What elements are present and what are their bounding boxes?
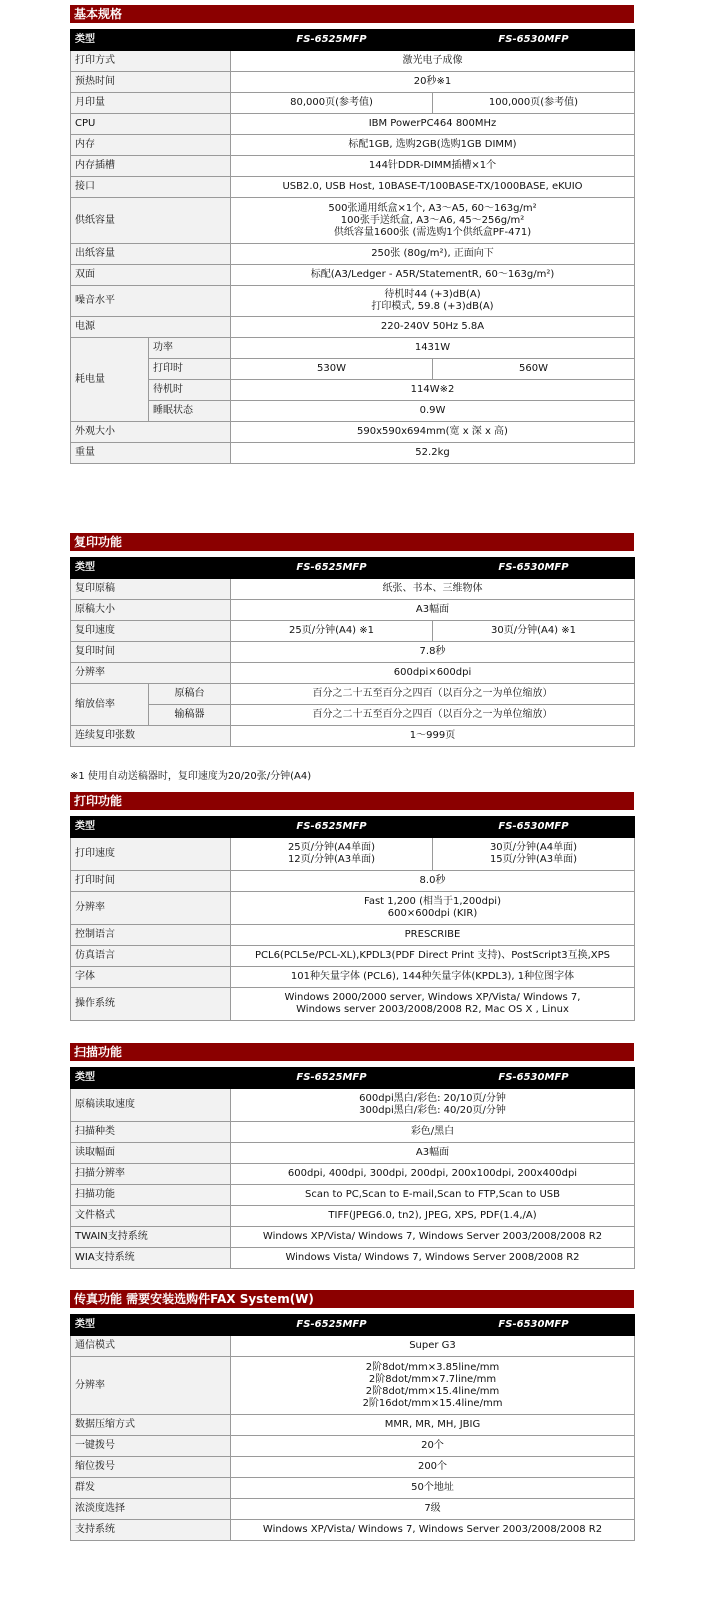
header-model-6530: FS-6530MFP xyxy=(433,1315,635,1336)
row-label: 噪音水平 xyxy=(71,286,231,317)
row-sublabel: 功率 xyxy=(149,338,231,359)
table-row xyxy=(71,338,635,359)
row-sublabel: 睡眠状态 xyxy=(149,401,231,422)
section-title-fax: 传真功能 需要安装选购件FAX System(W) xyxy=(70,1290,634,1308)
row-value-6525: 80,000页(参考值) xyxy=(231,93,433,114)
row-label: 扫描分辨率 xyxy=(71,1164,231,1185)
table-row xyxy=(71,1227,635,1248)
table-row xyxy=(71,705,635,726)
print-table xyxy=(70,816,635,1021)
row-sublabel: 打印时 xyxy=(149,359,231,380)
row-value: 590x590x694mm(宽 x 深 x 高) xyxy=(231,422,635,443)
row-value: PRESCRIBE xyxy=(231,925,635,946)
table-row xyxy=(71,600,635,621)
header-model-6525: FS-6525MFP xyxy=(231,30,433,51)
table-row xyxy=(71,1122,635,1143)
row-label: 月印量 xyxy=(71,93,231,114)
table-row xyxy=(71,380,635,401)
table-row xyxy=(71,93,635,114)
row-label: 群发 xyxy=(71,1478,231,1499)
table-row xyxy=(71,684,635,705)
header-model-6530: FS-6530MFP xyxy=(433,558,635,579)
row-value: Windows XP/Vista/ Windows 7, Windows Server 2003/2008/2008 R2 xyxy=(231,1227,635,1248)
table-row xyxy=(71,177,635,198)
table-row xyxy=(71,1436,635,1457)
table-header-row xyxy=(71,1315,635,1336)
table-header-row xyxy=(71,1068,635,1089)
row-label: 复印原稿 xyxy=(71,579,231,600)
fax-section xyxy=(70,1290,634,1541)
header-model-6530: FS-6530MFP xyxy=(433,30,635,51)
table-header-row xyxy=(71,817,635,838)
row-label: 打印速度 xyxy=(71,838,231,871)
row-value-6525: 25页/分钟(A4) ※1 xyxy=(231,621,433,642)
row-label: 缩位拨号 xyxy=(71,1457,231,1478)
row-label: 通信模式 xyxy=(71,1336,231,1357)
table-row xyxy=(71,1520,635,1541)
row-label: 扫描种类 xyxy=(71,1122,231,1143)
row-label: 分辨率 xyxy=(71,892,231,925)
row-label: 复印速度 xyxy=(71,621,231,642)
row-label: 原稿大小 xyxy=(71,600,231,621)
table-header-row xyxy=(71,30,635,51)
row-label: 预热时间 xyxy=(71,72,231,93)
table-row xyxy=(71,1089,635,1122)
row-sublabel: 输稿器 xyxy=(149,705,231,726)
row-value: 114W※2 xyxy=(231,380,635,401)
row-value: 待机时44 (+3)dB(A) 打印模式, 59.8 (+3)dB(A) xyxy=(231,286,635,317)
row-sublabel: 原稿台 xyxy=(149,684,231,705)
row-value: TIFF(JPEG6.0, tn2), JPEG, XPS, PDF(1.4,/A) xyxy=(231,1206,635,1227)
row-value: 600dpi, 400dpi, 300dpi, 200dpi, 200x100dpi, 200x400dpi xyxy=(231,1164,635,1185)
row-label: 扫描功能 xyxy=(71,1185,231,1206)
table-row xyxy=(71,1248,635,1269)
table-row xyxy=(71,621,635,642)
row-label: 供纸容量 xyxy=(71,198,231,244)
row-value: 1～999页 xyxy=(231,726,635,747)
table-row xyxy=(71,1499,635,1520)
table-row xyxy=(71,422,635,443)
header-type: 类型 xyxy=(71,30,231,51)
row-value: 百分之二十五至百分之四百（以百分之一为单位缩放） xyxy=(231,705,635,726)
table-row xyxy=(71,401,635,422)
row-value: 144针DDR-DIMM插槽×1个 xyxy=(231,156,635,177)
table-row xyxy=(71,579,635,600)
row-value: 标配(A3/Ledger - A5R/StatementR, 60～163g/m²) xyxy=(231,265,635,286)
row-value: 7.8秒 xyxy=(231,642,635,663)
table-row xyxy=(71,135,635,156)
header-model-6525: FS-6525MFP xyxy=(231,1068,433,1089)
row-value: 1431W xyxy=(231,338,635,359)
row-label: 双面 xyxy=(71,265,231,286)
table-row xyxy=(71,317,635,338)
row-value-6530: 30页/分钟(A4单面) 15页/分钟(A3单面) xyxy=(433,838,635,871)
row-value-6530: 560W xyxy=(433,359,635,380)
print-section xyxy=(70,792,634,1021)
header-type: 类型 xyxy=(71,558,231,579)
row-label: 分辨率 xyxy=(71,1357,231,1415)
header-model-6530: FS-6530MFP xyxy=(433,1068,635,1089)
table-row xyxy=(71,359,635,380)
row-label: 接口 xyxy=(71,177,231,198)
row-value: Windows XP/Vista/ Windows 7, Windows Server 2003/2008/2008 R2 xyxy=(231,1520,635,1541)
row-value: Super G3 xyxy=(231,1336,635,1357)
row-value: Windows Vista/ Windows 7, Windows Server 2008/2008 R2 xyxy=(231,1248,635,1269)
basic-spec-table xyxy=(70,29,635,464)
section-title-copy: 复印功能 xyxy=(70,533,634,551)
row-value: 101种矢量字体 (PCL6), 144种矢量字体(KPDL3), 1种位图字体 xyxy=(231,967,635,988)
header-type: 类型 xyxy=(71,817,231,838)
row-value-6525: 25页/分钟(A4单面) 12页/分钟(A3单面) xyxy=(231,838,433,871)
table-row xyxy=(71,51,635,72)
basic-spec-section xyxy=(70,5,634,464)
row-value: 200个 xyxy=(231,1457,635,1478)
scan-section xyxy=(70,1043,634,1269)
row-value: 标配1GB, 选购2GB(选购1GB DIMM) xyxy=(231,135,635,156)
row-label: 操作系统 xyxy=(71,988,231,1021)
table-row xyxy=(71,663,635,684)
table-row xyxy=(71,642,635,663)
row-sublabel: 待机时 xyxy=(149,380,231,401)
table-row xyxy=(71,946,635,967)
row-value: 600dpi黑白/彩色: 20/10页/分钟 300dpi黑白/彩色: 40/20页/分钟 xyxy=(231,1089,635,1122)
table-header-row xyxy=(71,558,635,579)
section-title-basic: 基本规格 xyxy=(70,5,634,23)
copy-table xyxy=(70,557,635,747)
header-model-6525: FS-6525MFP xyxy=(231,817,433,838)
row-label: 仿真语言 xyxy=(71,946,231,967)
header-model-6530: FS-6530MFP xyxy=(433,817,635,838)
row-value-6530: 30页/分钟(A4) ※1 xyxy=(433,621,635,642)
row-label: CPU xyxy=(71,114,231,135)
table-row xyxy=(71,838,635,871)
row-label: 打印时间 xyxy=(71,871,231,892)
row-value: 7级 xyxy=(231,1499,635,1520)
row-label-consumption: 耗电量 xyxy=(71,338,149,422)
table-row xyxy=(71,443,635,464)
row-value-6525: 530W xyxy=(231,359,433,380)
table-row xyxy=(71,72,635,93)
row-value: 彩色/黑白 xyxy=(231,1122,635,1143)
row-value: Scan to PC,Scan to E-mail,Scan to FTP,Scan to USB xyxy=(231,1185,635,1206)
header-type: 类型 xyxy=(71,1068,231,1089)
header-model-6525: FS-6525MFP xyxy=(231,558,433,579)
row-value: A3幅面 xyxy=(231,1143,635,1164)
table-row xyxy=(71,1185,635,1206)
table-row xyxy=(71,871,635,892)
row-value: Fast 1,200 (相当于1,200dpi) 600×600dpi (KIR) xyxy=(231,892,635,925)
copy-footnote: ※1 使用自动送稿器时，复印速度为20/20张/分钟(A4) xyxy=(70,771,312,782)
header-type: 类型 xyxy=(71,1315,231,1336)
row-value-6530: 100,000页(参考值) xyxy=(433,93,635,114)
row-label: 原稿读取速度 xyxy=(71,1089,231,1122)
table-row xyxy=(71,265,635,286)
row-value: 600dpi×600dpi xyxy=(231,663,635,684)
row-label: 分辨率 xyxy=(71,663,231,684)
row-value: MMR, MR, MH, JBIG xyxy=(231,1415,635,1436)
row-value: PCL6(PCL5e/PCL-XL),KPDL3(PDF Direct Print 支持)、PostScript3互换,XPS xyxy=(231,946,635,967)
row-label: 文件格式 xyxy=(71,1206,231,1227)
table-row xyxy=(71,156,635,177)
row-label: 打印方式 xyxy=(71,51,231,72)
row-value: 52.2kg xyxy=(231,443,635,464)
row-label: TWAIN支持系统 xyxy=(71,1227,231,1248)
section-title-print: 打印功能 xyxy=(70,792,634,810)
table-row xyxy=(71,286,635,317)
header-model-6525: FS-6525MFP xyxy=(231,1315,433,1336)
row-label: WIA支持系统 xyxy=(71,1248,231,1269)
table-row xyxy=(71,1415,635,1436)
row-value: 0.9W xyxy=(231,401,635,422)
row-value: 激光电子成像 xyxy=(231,51,635,72)
row-label: 出纸容量 xyxy=(71,244,231,265)
row-label: 重量 xyxy=(71,443,231,464)
row-value: IBM PowerPC464 800MHz xyxy=(231,114,635,135)
table-row xyxy=(71,1164,635,1185)
table-row xyxy=(71,244,635,265)
row-label: 内存插槽 xyxy=(71,156,231,177)
row-label: 外观大小 xyxy=(71,422,231,443)
row-value: Windows 2000/2000 server, Windows XP/Vista/ Windows 7, Windows server 2003/2008/2008 R2, Mac OS X , Linux xyxy=(231,988,635,1021)
row-value: 百分之二十五至百分之四百（以百分之一为单位缩放） xyxy=(231,684,635,705)
row-value: 纸张、书本、三维物体 xyxy=(231,579,635,600)
row-label: 字体 xyxy=(71,967,231,988)
row-label: 读取幅面 xyxy=(71,1143,231,1164)
row-value: 500张通用纸盒×1个, A3～A5, 60～163g/m² 100张手送纸盒, A3～A6, 45～256g/m² 供纸容量1600张 (需选购1个供纸盒PF-471) xyxy=(231,198,635,244)
row-value: 20秒※1 xyxy=(231,72,635,93)
row-label: 内存 xyxy=(71,135,231,156)
row-value: 250张 (80g/m²), 正面向下 xyxy=(231,244,635,265)
section-title-scan: 扫描功能 xyxy=(70,1043,634,1061)
row-label: 支持系统 xyxy=(71,1520,231,1541)
row-label: 复印时间 xyxy=(71,642,231,663)
row-value: 20个 xyxy=(231,1436,635,1457)
row-value: 50个地址 xyxy=(231,1478,635,1499)
row-label: 数据压缩方式 xyxy=(71,1415,231,1436)
table-row xyxy=(71,1143,635,1164)
row-label: 电源 xyxy=(71,317,231,338)
row-label: 一键拨号 xyxy=(71,1436,231,1457)
row-label-zoom: 缩放倍率 xyxy=(71,684,149,726)
table-row xyxy=(71,726,635,747)
row-label: 浓淡度选择 xyxy=(71,1499,231,1520)
table-row xyxy=(71,892,635,925)
table-row xyxy=(71,1206,635,1227)
table-row xyxy=(71,988,635,1021)
table-row xyxy=(71,114,635,135)
row-value: USB2.0, USB Host, 10BASE-T/100BASE-TX/1000BASE, eKUIO xyxy=(231,177,635,198)
table-row xyxy=(71,1478,635,1499)
table-row xyxy=(71,925,635,946)
table-row xyxy=(71,198,635,244)
fax-table xyxy=(70,1314,635,1541)
table-row xyxy=(71,967,635,988)
copy-section xyxy=(70,533,634,747)
row-label: 连续复印张数 xyxy=(71,726,231,747)
row-value: 220-240V 50Hz 5.8A xyxy=(231,317,635,338)
table-row xyxy=(71,1336,635,1357)
table-row xyxy=(71,1457,635,1478)
scan-table xyxy=(70,1067,635,1269)
row-value: 8.0秒 xyxy=(231,871,635,892)
row-value: 2阶8dot/mm×3.85line/mm 2阶8dot/mm×7.7line/mm 2阶8dot/mm×15.4line/mm 2阶16dot/mm×15.4line/mm xyxy=(231,1357,635,1415)
row-value: A3幅面 xyxy=(231,600,635,621)
row-label: 控制语言 xyxy=(71,925,231,946)
table-row xyxy=(71,1357,635,1415)
